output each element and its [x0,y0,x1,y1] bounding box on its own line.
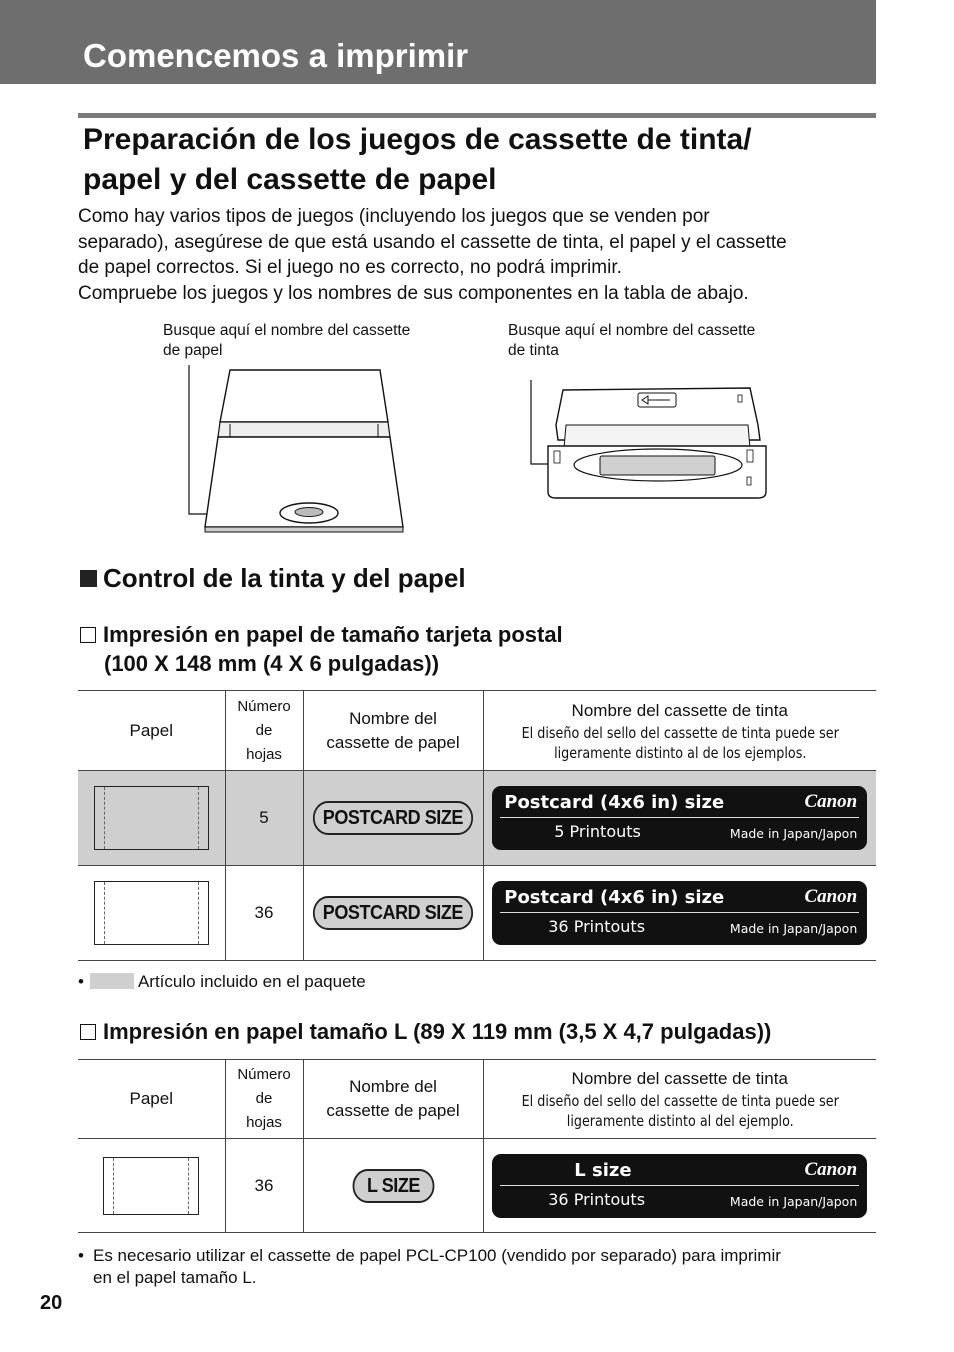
col-header-sheets: Número de hojas [225,691,303,771]
postcard-heading-line-1: Impresión en papel de tamaño tarjeta postal [103,622,563,647]
lsize-heading-text: Impresión en papel tamaño L (89 X 119 mm (3,5 X 4,7 pulgadas)) [103,1019,772,1044]
lsize-note: • Es necesario utilizar el cassette de papel PCL-CP100 (vendido por separado) para imprimir en el papel tamaño L. [78,1245,878,1289]
square-bullet-icon [80,570,97,587]
sheet-count: 36 [225,1139,303,1233]
cassette-cell [303,771,483,866]
postcard-paper-icon [94,786,209,850]
postcard-heading [80,620,563,678]
lsize-note-line-1: Es necesario utilizar el cassette de papel PCL-CP100 (vendido por separado) para imprimir [93,1246,781,1265]
lsize-paper-icon [103,1157,199,1215]
sheet-count: 5 [225,771,303,866]
ink-label-cell [483,1139,876,1233]
control-heading-text: Control de la tinta y del papel [103,563,466,593]
section-title-line-2: papel y del cassette de papel [83,163,497,196]
col-header-ink: Nombre del cassette de tinta El diseño del sello del cassette de tinta puede ser ligeramente distinto al del ejemplo. [483,1060,876,1139]
cassette-name-badge: L SIZE [352,1169,434,1203]
ink-cassette-callout [508,321,808,361]
control-heading [80,561,466,595]
col-header-cassette: Nombre del cassette de papel [303,691,483,771]
ink-cassette-label: Postcard (4x6 in) size Canon 5 Printouts Made in Japan/Japon [492,786,867,850]
callout-line: Busque aquí el nombre del cassette [508,322,756,339]
page-number: 20 [40,1292,63,1314]
table-row [78,1139,876,1233]
included-swatch [90,973,134,989]
table-header-row [78,691,876,771]
section-rule [78,113,876,118]
col-header-paper: Papel [78,1060,225,1139]
lsize-heading [80,1017,771,1046]
col-header-sheets: Número de hojas [225,1060,303,1139]
lsize-note-line-2: en el papel tamaño L. [93,1268,257,1287]
callout-line: de tinta [508,342,559,359]
ink-cassette-label: L size Canon 36 Printouts Made in Japan/Japon [492,1154,867,1218]
cassette-cell [303,1139,483,1233]
intro-line: Como hay varios tipos de juegos (incluyendo los juegos que se venden por [78,206,710,227]
cassette-name-badge: POSTCARD SIZE [313,801,473,835]
col-header-ink: Nombre del cassette de tinta El diseño del sello del cassette de tinta puede ser ligeramente distinto al de los ejemplos. [483,691,876,771]
paper-cassette-callout [163,321,463,361]
ink-label-cell [483,866,876,961]
cassette-cell [303,866,483,961]
checkbox-bullet-icon [80,1024,96,1040]
sheet-count: 36 [225,866,303,961]
section-title [83,120,873,200]
section-title-line-1: Preparación de los juegos de cassette de tinta/ [83,123,752,156]
table-header-row [78,1060,876,1139]
intro-paragraph [78,204,878,306]
legend-text: Artículo incluido en el paquete [137,972,366,991]
paper-cell [78,866,225,961]
table-row [78,866,876,961]
chapter-title: Comencemos a imprimir [83,37,469,74]
intro-line: Compruebe los juegos y los nombres de sus componentes en la tabla de abajo. [78,282,749,304]
ink-cassette-illustration [528,380,773,505]
legend-note: • Artículo incluido en el paquete [78,972,366,991]
postcard-heading-line-2: (100 X 148 mm (4 X 6 pulgadas)) [104,651,440,676]
paper-cell [78,771,225,866]
checkbox-bullet-icon [80,627,96,643]
cassette-name-badge: POSTCARD SIZE [313,896,473,930]
col-header-paper: Papel [78,691,225,771]
canon-logo: Canon [804,886,858,907]
lsize-table [78,1059,876,1233]
callout-line: Busque aquí el nombre del cassette [163,322,411,339]
intro-line: separado), asegúrese de que está usando el cassette de tinta, el papel y el cassette [78,231,787,253]
table-row [78,771,876,866]
callout-line: de papel [163,342,223,359]
ink-cassette-label: Postcard (4x6 in) size Canon 36 Printouts Made in Japan/Japon [492,881,867,945]
paper-cell [78,1139,225,1233]
postcard-paper-icon [94,881,209,945]
canon-logo: Canon [804,791,858,812]
ink-label-cell [483,771,876,866]
col-header-cassette: Nombre del cassette de papel [303,1060,483,1139]
postcard-table [78,690,876,961]
paper-cassette-illustration [185,362,410,537]
intro-line: de papel correctos. Si el juego no es correcto, no podrá imprimir. [78,257,622,278]
canon-logo: Canon [804,1158,858,1180]
